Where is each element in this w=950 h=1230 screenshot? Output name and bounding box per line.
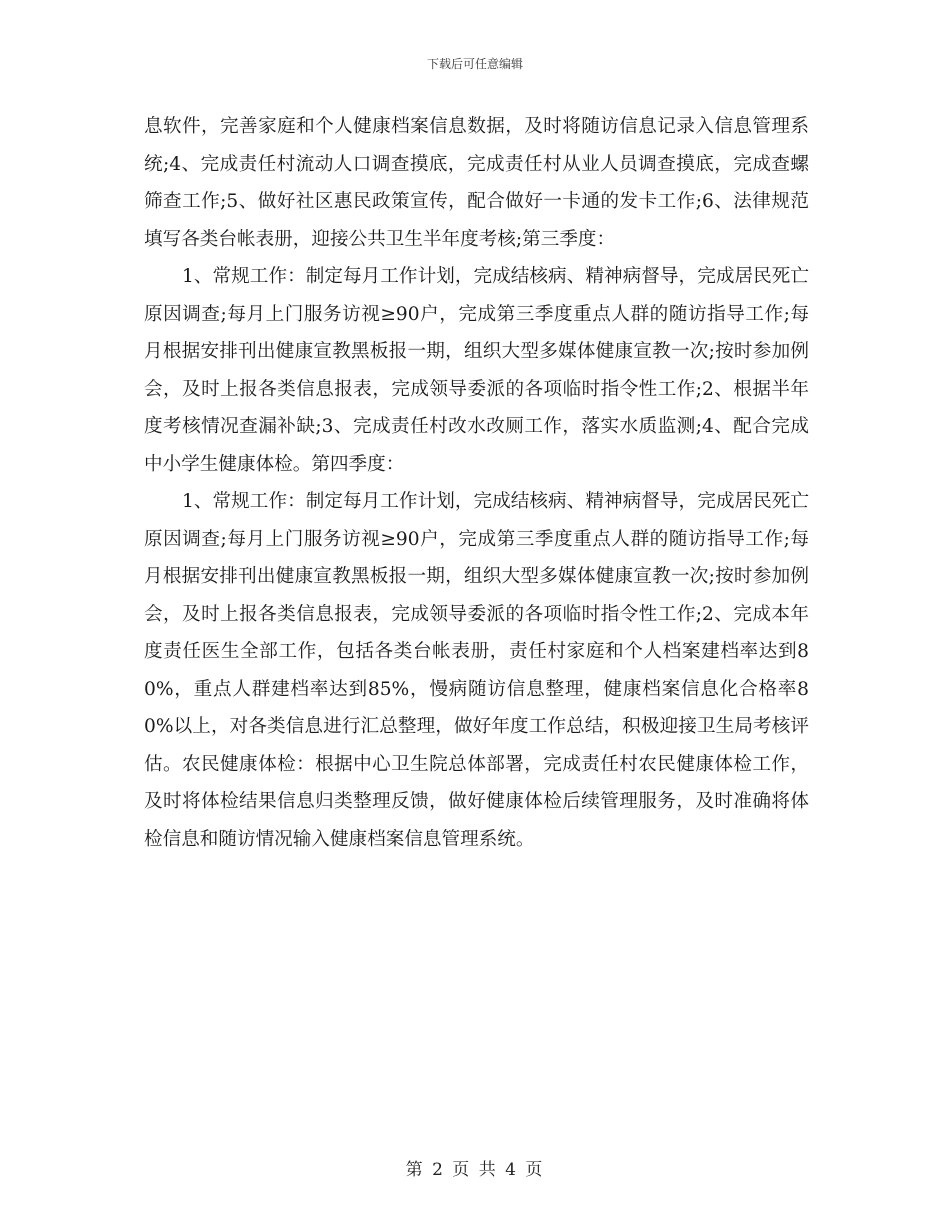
paragraph-q3-routine: 1、常规工作：制定每月工作计划，完成结核病、精神病督导，完成居民死亡原因调查;每月上门服务访视≥90户，完成第三季度重点人群的随访指导工作;每月根据安排刊出健康宣教黑板报一期，组织大型多媒体健康宣教一次;按时参加例会，及时上报各类信息报表，完成领导委派的各项临时指令性工作;2、根据半年度考核情况查漏补缺;3、完成责任村改水改厕工作，落实水质监测;4、配合完成中小学生健康体检。第四季度： xyxy=(144,266,809,475)
paragraph-q4-routine: 1、常规工作：制定每月工作计划，完成结核病、精神病督导，完成居民死亡原因调查;每月上门服务访视≥90户，完成第三季度重点人群的随访指导工作;每月根据安排刊出健康宣教黑板报一期，组织大型多媒体健康宣教一次;按时参加例会，及时上报各类信息报表，完成领导委派的各项临时指令性工作;2、完成本年度责任医生全部工作，包括各类台帐表册，责任村家庭和个人档案建档率达到80%，重点人群建档率达到85%，慢病随访信息整理，健康档案信息化合格率80%以上，对各类信息进行汇总整理，做好年度工作总结，积极迎接卫生局考核评估。农民健康体检：根据中心卫生院总体部署，完成责任村农民健康体检工作，及时将体检结果信息归类整理反馈，做好健康体检后续管理服务，及时准确将体检信息和随访情况输入健康档案信息管理系统。 xyxy=(144,491,809,850)
page-header: 下载后可任意编辑 xyxy=(426,57,523,71)
page-number: 第 2 页 共 4 页 xyxy=(405,1160,545,1180)
document-body xyxy=(144,108,809,858)
paragraph-continuation: 息软件，完善家庭和个人健康档案信息数据，及时将随访信息记录入信息管理系统;4、完成责任村流动人口调查摸底，完成责任村从业人员调查摸底，完成查螺筛查工作;5、做好社区惠民政策宣传，配合做好一卡通的发卡工作;6、法律规范填写各类台帐表册，迎接公共卫生半年度考核;第三季度： xyxy=(144,116,809,250)
